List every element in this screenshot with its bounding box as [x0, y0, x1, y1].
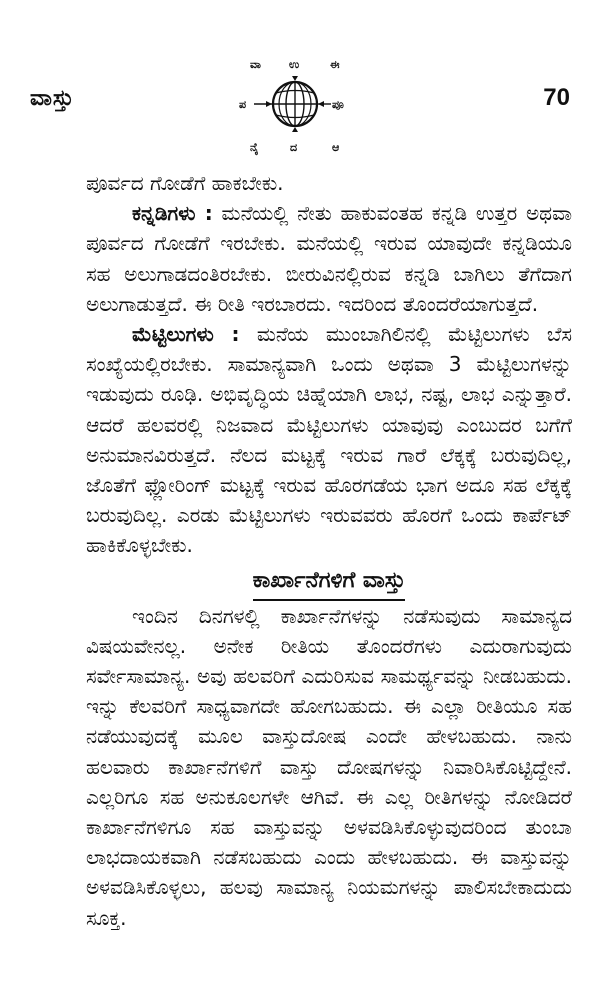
emblem-label-ne: ಈ	[330, 58, 340, 71]
paragraph-steps	[86, 319, 572, 561]
paragraph-continuation: ಪೂರ್ವದ ಗೋಡೆಗೆ ಹಾಕಬೇಕು.	[86, 171, 284, 195]
section-heading-text: ಕಾರ್ಖಾನೆಗಳಿಗೆ ವಾಸ್ತು	[253, 565, 406, 601]
emblem-label-nw: ವಾ	[250, 58, 261, 71]
vastu-compass-emblem	[236, 48, 354, 160]
emblem-label-e: ಪೂ	[332, 98, 344, 111]
emblem-label-sw: ನೈ	[250, 141, 259, 154]
section-heading	[86, 565, 572, 601]
paragraph-mirrors	[86, 198, 572, 319]
paragraph-mirrors-text: ಮನೆಯಲ್ಲಿ ನೇತು ಹಾಕುವಂತಹ ಕನ್ನಡಿ ಉತ್ತರ ಅಥವಾ ಪೂರ್ವದ ಗೋಡೆಗೆ ಇರಬೇಕು. ಮನೆಯಲ್ಲಿ ಇರುವ ಯಾವುದೇ ಕನ್ನಡಿಯೂ ಸಹ ಅಲುಗಾಡದಂತಿರಬೇಕು. ಬೀರುವಿನಲ್ಲಿರುವ ಕನ್ನಡಿ ಬಾಗಿಲು ತೆಗೆದಾಗ ಅಲುಗಾಡುತ್ತದೆ. ಈ ರೀತಿ ಇರಬಾರದು. ಇದರಿಂದ ತೊಂದರೆಯಾಗುತ್ತದೆ.	[86, 201, 573, 316]
page-body	[86, 168, 572, 933]
page-number: 70	[543, 84, 570, 111]
emblem-label-w: ಪ	[239, 98, 247, 111]
emblem-label-n: ಉ	[289, 58, 300, 71]
term-mirrors: ಕನ್ನಡಿಗಳು :	[132, 201, 213, 226]
page-header	[0, 0, 600, 165]
paragraph-factories: ಇಂದಿನ ದಿನಗಳಲ್ಲಿ ಕಾರ್ಖಾನೆಗಳನ್ನು ನಡೆಸುವುದು ಸಾಮಾನ್ಯದ ವಿಷಯವೇನಲ್ಲ. ಅನೇಕ ರೀತಿಯ ತೊಂದರೆಗಳು ಎದುರಾಗುವುದು ಸರ್ವೇಸಾಮಾನ್ಯ. ಅವು ಹಲವರಿಗೆ ಎದುರಿಸುವ ಸಾಮರ್ಥ್ಯವನ್ನು ನೀಡಬಹುದು. ಇನ್ನು ಕೆಲವರಿಗೆ ಸಾಧ್ಯವಾಗದೇ ಹೋಗಬಹುದು. ಈ ಎಲ್ಲಾ ರೀತಿಯೂ ಸಹ ನಡೆಯುವುದಕ್ಕೆ ಮೂಲ ವಾಸ್ತುದೋಷ ಎಂದೇ ಹೇಳಬಹುದು. ನಾನು ಹಲವಾರು ಕಾರ್ಖಾನೆಗಳಿಗೆ ವಾಸ್ತು ದೋಷಗಳನ್ನು ನಿವಾರಿಸಿಕೊಟ್ಟಿದ್ದೇನೆ. ಎಲ್ಲರಿಗೂ ಸಹ ಅನುಕೂಲಗಳೇ ಆಗಿವೆ. ಈ ಎಲ್ಲ ರೀತಿಗಳನ್ನು ನೋಡಿದರೆ ಕಾರ್ಖಾನೆಗಳಿಗೂ ಸಹ ವಾಸ್ತುವನ್ನು ಅಳವಡಿಸಿಕೊಳ್ಳುವುದರಿಂದ ತುಂಬಾ ಲಾಭದಾಯಕವಾಗಿ ನಡೆಸಬಹುದು ಎಂದು ಹೇಳಬಹುದು. ಈ ವಾಸ್ತುವನ್ನು ಅಳವಡಿಸಿಕೊಳ್ಳಲು, ಹಲವು ಸಾಮಾನ್ಯ ನಿಯಮಗಳನ್ನು ಪಾಲಿಸಬೇಕಾದುದು ಸೂಕ್ತ.	[86, 603, 572, 930]
emblem-label-se: ಆ	[332, 141, 340, 154]
running-title: ವಾಸ್ತು	[30, 86, 75, 111]
emblem-label-s: ದ	[290, 141, 298, 154]
paragraph-steps-text: ಮನೆಯ ಮುಂಬಾಗಿಲಿನಲ್ಲಿ ಮೆಟ್ಟಿಲುಗಳು ಬೆಸ ಸಂಖ್ಯೆಯಲ್ಲಿರಬೇಕು. ಸಾಮಾನ್ಯವಾಗಿ ಒಂದು ಅಥವಾ 3 ಮೆಟ್ಟಿಲುಗಳನ್ನು ಇಡುವುದು ರೂಢಿ. ಅಭಿವೃದ್ಧಿಯ ಚಿಹ್ನೆಯಾಗಿ ಲಾಭ, ನಷ್ಟ, ಲಾಭ ಎನ್ನುತ್ತಾರೆ. ಆದರೆ ಹಲವರಲ್ಲಿ ನಿಜವಾದ ಮೆಟ್ಟಿಲುಗಳು ಯಾವುವು ಎಂಬುದರ ಬಗೆಗೆ ಅನುಮಾನವಿರುತ್ತದೆ. ನೆಲದ ಮಟ್ಟಕ್ಕೆ ಇರುವ ಗಾರೆ ಲೆಕ್ಕಕ್ಕೆ ಬರುವುದಿಲ್ಲ, ಜೊತೆಗೆ ಫ್ಲೋರಿಂಗ್ ಮಟ್ಟಕ್ಕೆ ಇರುವ ಹೊರಗಡೆಯ ಭಾಗ ಅದೂ ಸಹ ಲೆಕ್ಕಕ್ಕೆ ಬರುವುದಿಲ್ಲ. ಎರಡು ಮೆಟ್ಟಿಲುಗಳು ಇರುವವರು ಹೊರಗೆ ಒಂದು ಕಾರ್ಪೆಟ್ ಹಾಕಿಕೊಳ್ಳಬೇಕು.	[86, 322, 572, 558]
globe-compass-icon	[236, 48, 354, 160]
term-steps: ಮೆಟ್ಟಿಲುಗಳು :	[132, 322, 240, 347]
